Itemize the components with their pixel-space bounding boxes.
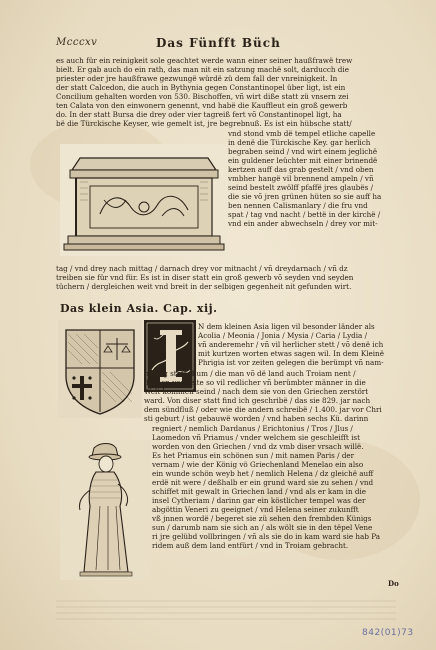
- text-line: ein guldener leüchter mit einer brinendë: [228, 156, 378, 165]
- text-line: ward. Von diser statt find ich geschribë / das sie 829. jar nach: [144, 396, 371, 405]
- text-line: die sie võ jren grünen hüten so sie auff ha: [228, 192, 382, 201]
- show-through-text: [56, 600, 396, 620]
- text-line: Welt kommen seind / nach dem sie von den Griechen zerstört: [144, 387, 369, 396]
- text-line: Concilium gehalten worden von 530. Bischoffen, vñ wirt diße statt zü vnsern zei: [56, 92, 349, 101]
- text-line: schiffet mit gewalt in Griechen land / vnd als er kam in die: [152, 487, 367, 496]
- text-line: ten Calata von den einwonern genennt, vnd habë die Kauffleut ein groß gewerb: [56, 101, 348, 110]
- text-line: dem sündfluß / oder wie die andern schreibë / 1.400. jar vor Chri: [144, 405, 382, 414]
- text-line: do. In der statt Bursa die drey oder vier tagreiß fert võ Constantinopel ligt, ha: [56, 110, 342, 119]
- text-line: kertzen auff das grab gestelt / vnd oben: [228, 165, 374, 174]
- catchword: Do: [388, 579, 399, 588]
- text-line: ri jre gelübd vollbringen / vñ als sie do in kam ward sie hab Pa: [152, 532, 381, 541]
- text-line: vnd ein ander abwechseln / drey vor mit-: [228, 219, 378, 228]
- text-line: regniert / nemlich Dardanus / Erichtonius / Tros / Jlus /: [152, 424, 353, 433]
- text-line: der statt Calcedon, die auch in Bythynia gegen Constantinopel über ligt, ist ein: [56, 83, 346, 92]
- text-line: tüchern / dergleichen weit vnd breit in der selbigen gegenheit nit gefunden wirt.: [56, 282, 352, 291]
- text-line: Phrigia ist vor zeiten gelegen die berümpt vñ nam-: [198, 358, 384, 367]
- text-line: vernam / wie der König vö Griechenland Menelao ein also: [152, 460, 364, 469]
- text-line: vnd stond vmb dë tempel etliche capelle: [228, 129, 376, 138]
- text-line: es auch für ein reinigkeit sole geachtet werde wann einer seiner haußfrawë trew: [56, 56, 353, 65]
- text-line: treiben sie für vnd für. Es ist in diser statt ein groß gewerb võ seyden vnd seyden: [56, 273, 354, 282]
- inventory-number: 842(01)73: [362, 628, 414, 638]
- text-line: ridem auß dem land entfürt / vnd in Troiam gebracht.: [152, 541, 349, 550]
- text-line: ben nennen Calismanlary / die fru vnd: [228, 201, 368, 210]
- text-line: vß jnnen wordë / begeret sie zü sehen den frembden Künigs: [152, 514, 372, 523]
- text-line: hafftig statt Jlium / die man võ dë land auch Troiam nent /: [144, 369, 356, 378]
- text-line: seind bestelt zwölff pfaffë jres glaubës /: [228, 183, 374, 192]
- text-line: sti geburt / ist gebauwë worden / vnd haben sechs Kü. darinn: [144, 414, 369, 423]
- helena-figure-woodcut: [60, 440, 150, 580]
- text-line: priester oder jre haußfrawe gezwungë würdë zü dem fall der vnreinigkeit. In: [56, 74, 338, 83]
- text-line: mit kurtzen worten etwas sagen wil. In dem Kleinë: [198, 349, 384, 358]
- text-line: tag / vnd drey nach mittag / darnach drey vor mitnacht / vñ dreydarnach / vñ dz: [56, 264, 348, 273]
- text-line: worden von den Griechen / vnd dz vmb diser vrsach willë.: [152, 442, 364, 451]
- chapter-heading: Das klein Asia. Cap. xij.: [60, 302, 218, 315]
- running-head: Das Fünfft Büch: [156, 36, 281, 50]
- coat-of-arms-woodcut: [58, 320, 142, 418]
- text-line: N dem kleinen Asia ligen vil besonder länder als: [198, 322, 375, 331]
- text-line: sun / darumb nam sie sich an / als wölt sie in den tëpel Vene: [152, 523, 373, 532]
- text-line: erdë nit were / deßhalb er ein grund ward sie zu sehen / vnd: [152, 478, 374, 487]
- sarcophagus-woodcut: [60, 144, 228, 256]
- text-line: ein wunde schön weyb het / nemlich Helena / dz gleichë auff: [152, 469, 374, 478]
- text-line: spat / tag vnd nacht / bettë in der kirchë /: [228, 210, 381, 219]
- text-line: Es het Priamus ein schönen sun / mit namen Paris / der: [152, 451, 355, 460]
- text-line: in denë die Türckische Key. gar herlich: [228, 138, 371, 147]
- text-line: vñ anderemehr / vñ vil herlicher stett / võ denë ich: [198, 340, 384, 349]
- text-line: bielt. Er gab auch do ein rath, das man nit ein satzung machë solt, darducch die: [56, 65, 349, 74]
- text-line: Acolia / Meonia / Jonia / Mysia / Caria / Lydia /: [198, 331, 368, 340]
- text-line: insel Cytheriam / darinn gar ein köstlicher tempel was der: [152, 496, 366, 505]
- page-header: [56, 36, 386, 54]
- folio-number: Mcccxv: [56, 37, 98, 48]
- text-line: bë die Türckische Keyser, wie gemelt ist, jre begrebnuß. Es ist ein hübsche statt/: [56, 119, 352, 128]
- text-line: begraben seind / vnd wirt einem jeglichë: [228, 147, 378, 156]
- text-line: daruon vor zeite so vil redlicher vñ berümbter männer in die: [144, 378, 366, 387]
- text-line: abgöttin Veneri zu geeignet / vnd Helena seiner zukunfft: [152, 505, 359, 514]
- text-line: Laomedon vñ Priamus / vnder welchem sie geschleifft ist: [152, 433, 360, 442]
- text-line: vmbher hangë vil brennend ampeln / vñ: [228, 174, 374, 183]
